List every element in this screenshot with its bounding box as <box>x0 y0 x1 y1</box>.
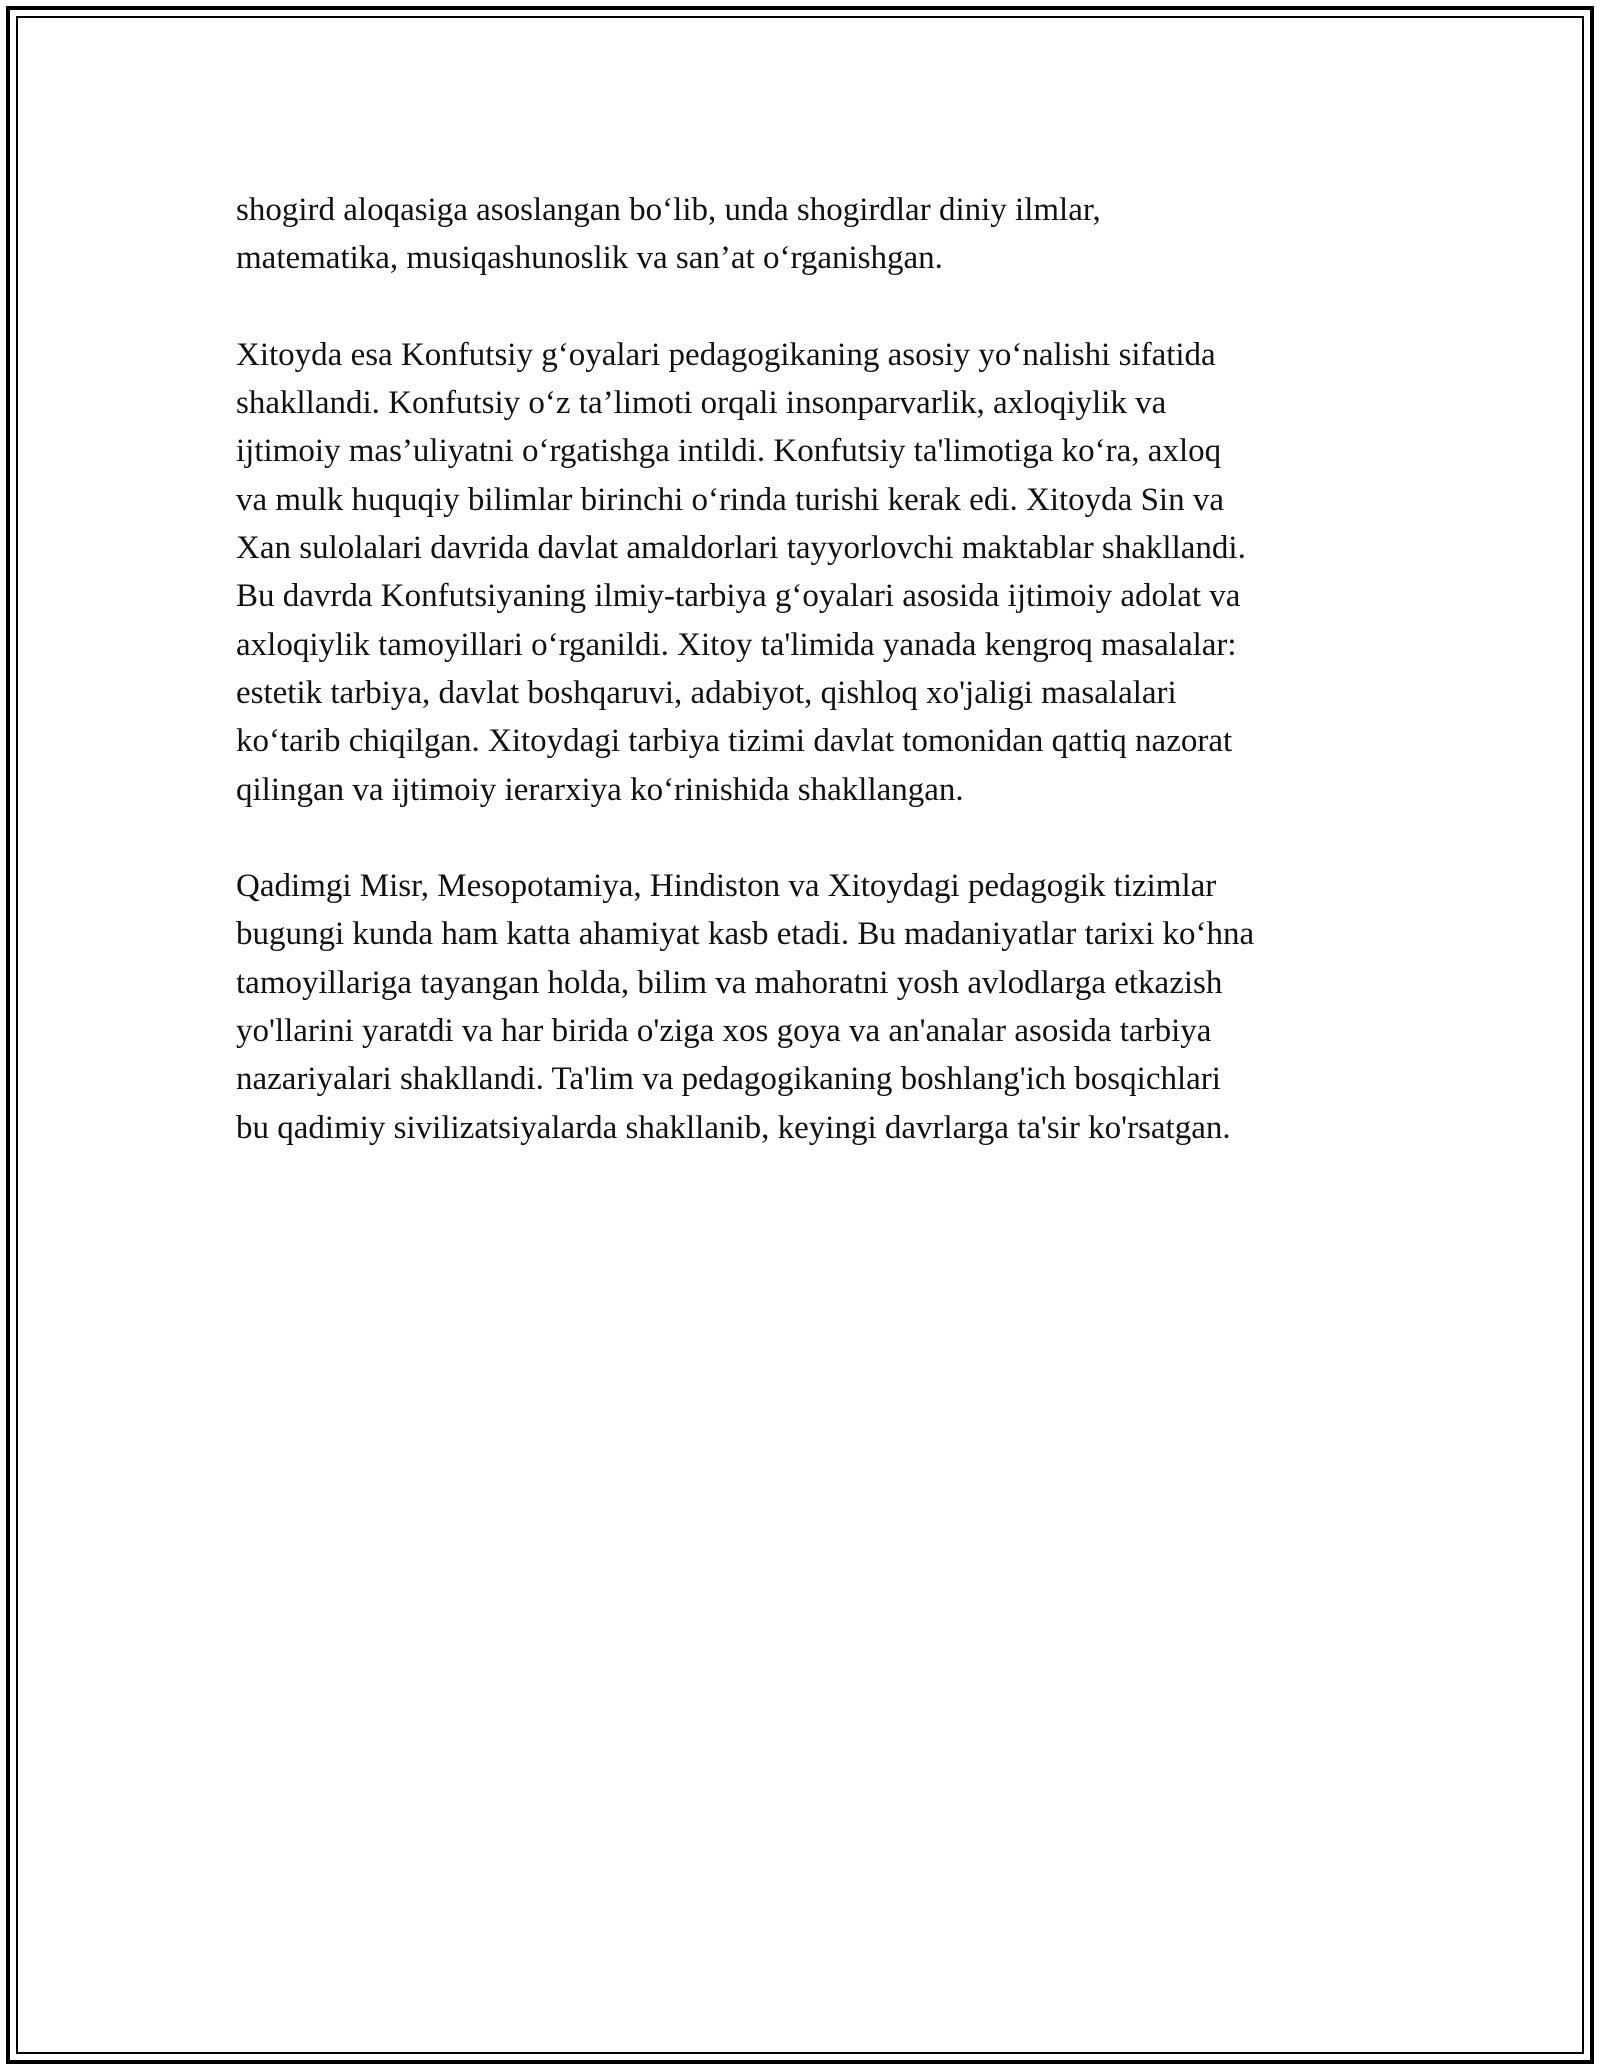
paragraph-3 <box>236 862 1376 1152</box>
text-line: yo'llarini yaratdi va har birida o'ziga xos goya va an'analar asosida tarbiya <box>236 1013 1212 1050</box>
text-line: va mulk huquqiy bilimlar birinchi o‘rinda turishi kerak edi. Xitoyda Sin va <box>236 481 1224 518</box>
text-line: Xitoyda esa Konfutsiy g‘oyalari pedagogikaning asosiy yo‘nalishi sifatida <box>236 336 1216 373</box>
text-line: matematika, musiqashunoslik va san’at o‘rganishgan. <box>236 240 943 277</box>
paragraph-2 <box>236 331 1376 814</box>
paragraph-1 <box>236 186 1376 283</box>
text-line: ko‘tarib chiqilgan. Xitoydagi tarbiya tizimi davlat tomonidan qattiq nazorat <box>236 723 1233 760</box>
text-line: ijtimoiy mas’uliyatni o‘rgatishga intildi. Konfutsiy ta'limotiga ko‘ra, axloq <box>236 433 1222 470</box>
text-line: bu qadimiy sivilizatsiyalarda shakllanib, keyingi davrlarga ta'sir ko'rsatgan. <box>236 1109 1231 1146</box>
document-body <box>236 186 1376 1200</box>
text-line: Bu davrda Konfutsiyaning ilmiy-tarbiya g‘oyalari asosida ijtimoiy adolat va <box>236 578 1241 615</box>
text-line: bugungi kunda ham katta ahamiyat kasb etadi. Bu madaniyatlar tarixi ko‘hna <box>236 916 1255 953</box>
text-line: axloqiylik tamoyillari o‘rganildi. Xitoy ta'limida yanada kengroq masalalar: <box>236 626 1237 663</box>
text-line: tamoyillariga tayangan holda, bilim va mahoratni yosh avlodlarga etkazish <box>236 964 1223 1001</box>
text-line: Qadimgi Misr, Mesopotamiya, Hindiston va Xitoydagi pedagogik tizimlar <box>236 868 1217 905</box>
text-line: Xan sulolalari davrida davlat amaldorlari tayyorlovchi maktablar shakllandi. <box>236 530 1246 567</box>
text-line: qilingan va ijtimoiy ierarxiya ko‘rinishida shakllangan. <box>236 771 964 808</box>
text-line: shakllandi. Konfutsiy o‘z ta’limoti orqali insonparvarlik, axloqiylik va <box>236 385 1167 422</box>
text-line: shogird aloqasiga asoslangan bo‘lib, unda shogirdlar diniy ilmlar, <box>236 192 1101 228</box>
text-line: nazariyalari shakllandi. Ta'lim va pedagogikaning boshlang'ich bosqichlari <box>236 1061 1221 1098</box>
text-line: estetik tarbiya, davlat boshqaruvi, adabiyot, qishloq xo'jaligi masalalari <box>236 674 1177 711</box>
